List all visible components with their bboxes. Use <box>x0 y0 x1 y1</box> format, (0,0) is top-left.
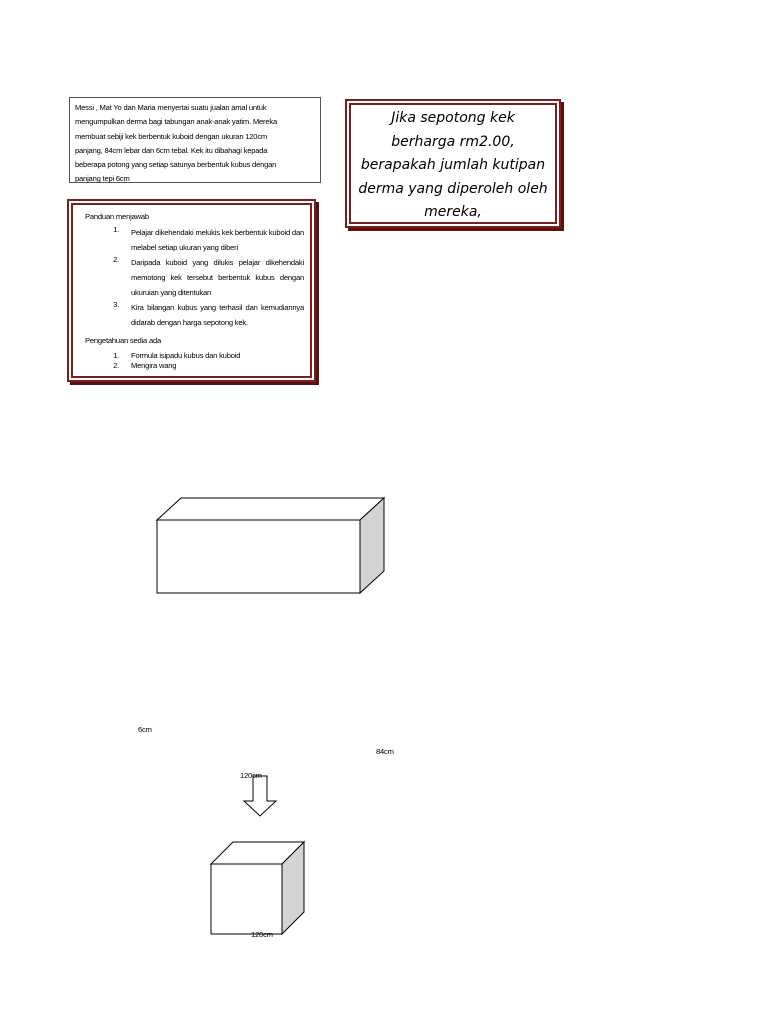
label-thickness: 6cm <box>138 725 152 734</box>
question-line: berapakah jumlah kutipan <box>360 157 546 173</box>
step-text: Kira bilangan kubus yang terhasil dan kemudiannya didarab dengan harga sepotong kek. <box>131 303 304 327</box>
cuboid-front-face <box>157 520 360 593</box>
question-line: berharga rm2.00, <box>391 133 515 150</box>
cube-front-face <box>211 864 282 934</box>
knowledge-number: 1. <box>113 351 119 360</box>
knowledge-text: Mengira wang <box>131 360 177 370</box>
knowledge-text: Formula isipadu kubus dan kuboid <box>131 351 241 360</box>
question-line: mereka, <box>424 204 482 220</box>
knowledge-heading: Pengetahuan sedia ada <box>85 336 162 345</box>
story-line: Messi , Mat Yo dan Maria menyertai suatu jualan amal untuk <box>75 103 267 112</box>
cuboid-cake <box>157 498 384 593</box>
label-width: 84cm <box>376 747 394 756</box>
step-number: 3. <box>113 300 119 309</box>
story-line: mengumpulkan derma bagi tabungan anak-anak yatim. Mereka <box>75 117 277 127</box>
story-line: membuat sebiji kek berbentuk kuboid dengan ukuran 120cm <box>75 131 268 141</box>
step-text: Pelajar dikehendaki melukis kek berbentuk kuboid dan melabel setiap ukuran yang diberi <box>131 228 304 252</box>
cuboid-top-face <box>157 498 384 520</box>
step-number: 2. <box>113 255 119 264</box>
down-arrow-icon <box>244 776 276 816</box>
label-length-bottom: 120cm <box>251 930 273 939</box>
cube-piece <box>211 842 304 934</box>
label-length-top: 120cm <box>240 771 262 780</box>
story-line: beberapa potong yang setiap satunya berbentuk kubus dengan <box>75 160 277 170</box>
question-line: Jika sepotong kek <box>391 110 515 126</box>
step-number: 1. <box>113 225 119 234</box>
guide-heading: Panduan menjawab <box>85 212 149 221</box>
story-line: panjang, 84cm lebar dan 6cm tebal. Kek itu dibahagi kepada <box>75 145 268 155</box>
story-line: panjang tepi 6cm <box>75 174 130 184</box>
step-text: Daripada kuboid yang dilukis pelajar dikehendaki memotong kek tersebut berbentuk kubus dengan ukuruian yang ditentukan <box>131 258 304 297</box>
knowledge-number: 2. <box>113 360 119 370</box>
question-line: derma yang diperoleh oleh <box>358 180 548 197</box>
